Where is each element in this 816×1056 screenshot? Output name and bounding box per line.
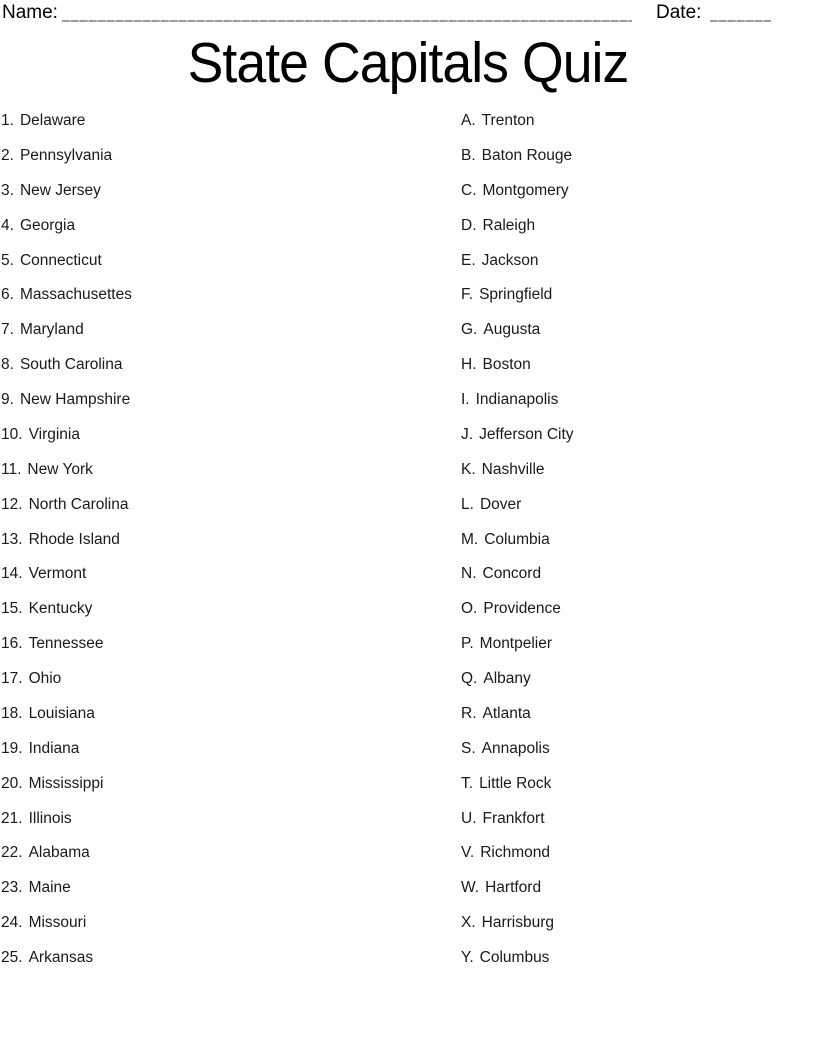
item-label: Baton Rouge <box>481 146 573 164</box>
item-label: Trenton <box>481 112 535 129</box>
list-item <box>1 557 441 592</box>
list-item <box>1 906 441 941</box>
item-label: Albany <box>483 670 531 687</box>
list-item <box>1 767 441 802</box>
list-item <box>461 627 811 662</box>
item-label: Delaware <box>19 112 86 129</box>
question-number: 5. <box>1 251 14 269</box>
answer-letter: F. <box>461 286 474 304</box>
question-number: 20. <box>1 774 23 792</box>
answer-letter: G. <box>461 321 478 339</box>
item-label: New York <box>27 460 93 478</box>
answer-letter: U. <box>461 809 477 827</box>
question-number: 4. <box>1 216 14 234</box>
item-label: Montgomery <box>482 181 569 199</box>
list-item <box>461 244 811 279</box>
item-label: Maine <box>28 879 71 897</box>
list-item <box>461 139 811 174</box>
list-item <box>1 662 441 697</box>
item-label: Augusta <box>483 321 541 339</box>
answer-letter: L. <box>461 495 474 513</box>
item-label: Kentucky <box>28 600 93 618</box>
item-label: Massachusettes <box>19 286 132 304</box>
item-label: Georgia <box>19 216 76 234</box>
answer-letter: M. <box>461 530 479 548</box>
item-label: Missouri <box>28 914 87 932</box>
questions-column <box>1 104 441 976</box>
item-label: Louisiana <box>28 704 95 722</box>
list-item <box>461 557 811 592</box>
date-label: Date: <box>656 2 702 23</box>
list-item <box>1 418 441 453</box>
item-label: Maryland <box>19 321 84 339</box>
item-label: Mississippi <box>28 774 104 792</box>
list-item <box>461 802 811 837</box>
question-number: 19. <box>1 739 23 757</box>
list-item <box>1 244 441 279</box>
answer-letter: K. <box>461 460 476 478</box>
list-item <box>1 313 441 348</box>
list-item <box>461 906 811 941</box>
list-item <box>461 767 811 802</box>
answer-letter: D. <box>461 216 477 234</box>
list-item <box>461 941 811 976</box>
item-label: Rhode Island <box>28 530 120 548</box>
list-item <box>461 488 811 523</box>
question-number: 14. <box>1 565 23 583</box>
list-item <box>1 941 441 976</box>
question-number: 6. <box>1 286 14 304</box>
item-label: New Jersey <box>19 181 101 199</box>
list-item <box>461 732 811 767</box>
list-item <box>461 313 811 348</box>
question-number: 10. <box>1 425 23 443</box>
answer-letter: Y. <box>461 949 474 966</box>
item-label: Annapolis <box>481 739 550 757</box>
list-item <box>1 174 441 209</box>
item-label: Jefferson City <box>479 425 574 443</box>
list-item <box>461 836 811 871</box>
item-label: Arkansas <box>28 949 94 966</box>
answer-letter: N. <box>461 565 477 583</box>
item-label: Ohio <box>28 670 62 687</box>
list-item <box>461 523 811 558</box>
answer-letter: C. <box>461 181 477 199</box>
answer-letter: Q. <box>461 670 478 687</box>
item-label: Tennessee <box>28 635 104 653</box>
question-number: 21. <box>1 809 23 827</box>
answer-letter: O. <box>461 600 478 618</box>
answer-letter: W. <box>461 879 480 897</box>
list-item <box>1 104 441 139</box>
item-label: New Hampshire <box>19 391 131 408</box>
question-number: 3. <box>1 181 14 199</box>
question-number: 23. <box>1 879 23 897</box>
question-number: 18. <box>1 704 23 722</box>
name-label: Name: <box>2 2 58 23</box>
date-blank-line <box>710 20 771 22</box>
list-item <box>1 383 441 418</box>
question-number: 22. <box>1 844 23 862</box>
item-label: North Carolina <box>28 495 129 513</box>
question-number: 24. <box>1 914 23 932</box>
item-label: Springfield <box>479 286 553 304</box>
list-item <box>461 209 811 244</box>
page-title: State Capitals Quiz <box>187 31 629 95</box>
answer-letter: X. <box>461 914 476 932</box>
list-item <box>1 732 441 767</box>
item-label: Providence <box>483 600 561 618</box>
list-item <box>1 278 441 313</box>
list-item <box>461 418 811 453</box>
list-item <box>1 488 441 523</box>
item-label: Indiana <box>28 739 80 757</box>
answer-letter: J. <box>461 425 474 443</box>
question-number: 7. <box>1 321 14 339</box>
list-item <box>461 871 811 906</box>
item-label: Concord <box>482 565 542 583</box>
list-item <box>1 697 441 732</box>
question-number: 25. <box>1 949 23 966</box>
question-number: 8. <box>1 356 14 374</box>
question-number: 2. <box>1 146 14 164</box>
question-number: 12. <box>1 495 23 513</box>
list-item <box>461 697 811 732</box>
answer-letter: V. <box>461 844 475 862</box>
item-label: Boston <box>482 356 531 374</box>
answer-letter: I. <box>461 391 470 408</box>
item-label: Connecticut <box>19 251 102 269</box>
answer-letter: P. <box>461 635 474 653</box>
question-number: 15. <box>1 600 23 618</box>
answer-letter: T. <box>461 774 474 792</box>
list-item <box>461 278 811 313</box>
list-item <box>1 802 441 837</box>
item-label: Columbia <box>484 530 550 548</box>
item-label: Richmond <box>480 844 551 862</box>
list-item <box>1 592 441 627</box>
item-label: Dover <box>479 495 522 513</box>
item-label: Vermont <box>28 565 87 583</box>
list-item <box>1 523 441 558</box>
question-number: 13. <box>1 530 23 548</box>
item-label: Harrisburg <box>481 914 555 932</box>
answer-letter: H. <box>461 356 477 374</box>
list-item <box>461 662 811 697</box>
list-item <box>461 592 811 627</box>
list-item <box>1 871 441 906</box>
item-label: Virginia <box>28 425 80 443</box>
item-label: Pennsylvania <box>19 146 113 164</box>
answer-letter: S. <box>461 739 476 757</box>
list-item <box>461 348 811 383</box>
question-number: 16. <box>1 635 23 653</box>
item-label: Montpelier <box>479 635 553 653</box>
list-item <box>1 139 441 174</box>
list-item <box>1 627 441 662</box>
list-item <box>1 836 441 871</box>
answer-letter: A. <box>461 112 476 129</box>
question-number: 1. <box>1 112 14 129</box>
item-label: South Carolina <box>19 356 123 374</box>
item-label: Indianapolis <box>475 391 559 408</box>
list-item <box>1 209 441 244</box>
item-label: Little Rock <box>479 774 552 792</box>
item-label: Jackson <box>481 251 539 269</box>
list-item <box>1 453 441 488</box>
item-label: Nashville <box>481 460 545 478</box>
answer-letter: R. <box>461 704 477 722</box>
list-item <box>461 174 811 209</box>
answer-letter: E. <box>461 251 476 269</box>
question-number: 17. <box>1 670 23 687</box>
item-label: Frankfort <box>482 809 545 827</box>
answers-column <box>461 104 811 976</box>
item-label: Raleigh <box>482 216 536 234</box>
item-label: Illinois <box>28 809 72 827</box>
question-number: 11. <box>1 460 22 478</box>
list-item <box>461 453 811 488</box>
question-number: 9. <box>1 391 14 408</box>
list-item <box>1 348 441 383</box>
item-label: Hartford <box>485 879 542 897</box>
list-item <box>461 104 811 139</box>
name-blank-line <box>62 20 632 22</box>
answer-letter: B. <box>461 146 476 164</box>
item-label: Alabama <box>28 844 90 862</box>
item-label: Atlanta <box>482 704 531 722</box>
list-item <box>461 383 811 418</box>
item-label: Columbus <box>479 949 550 966</box>
